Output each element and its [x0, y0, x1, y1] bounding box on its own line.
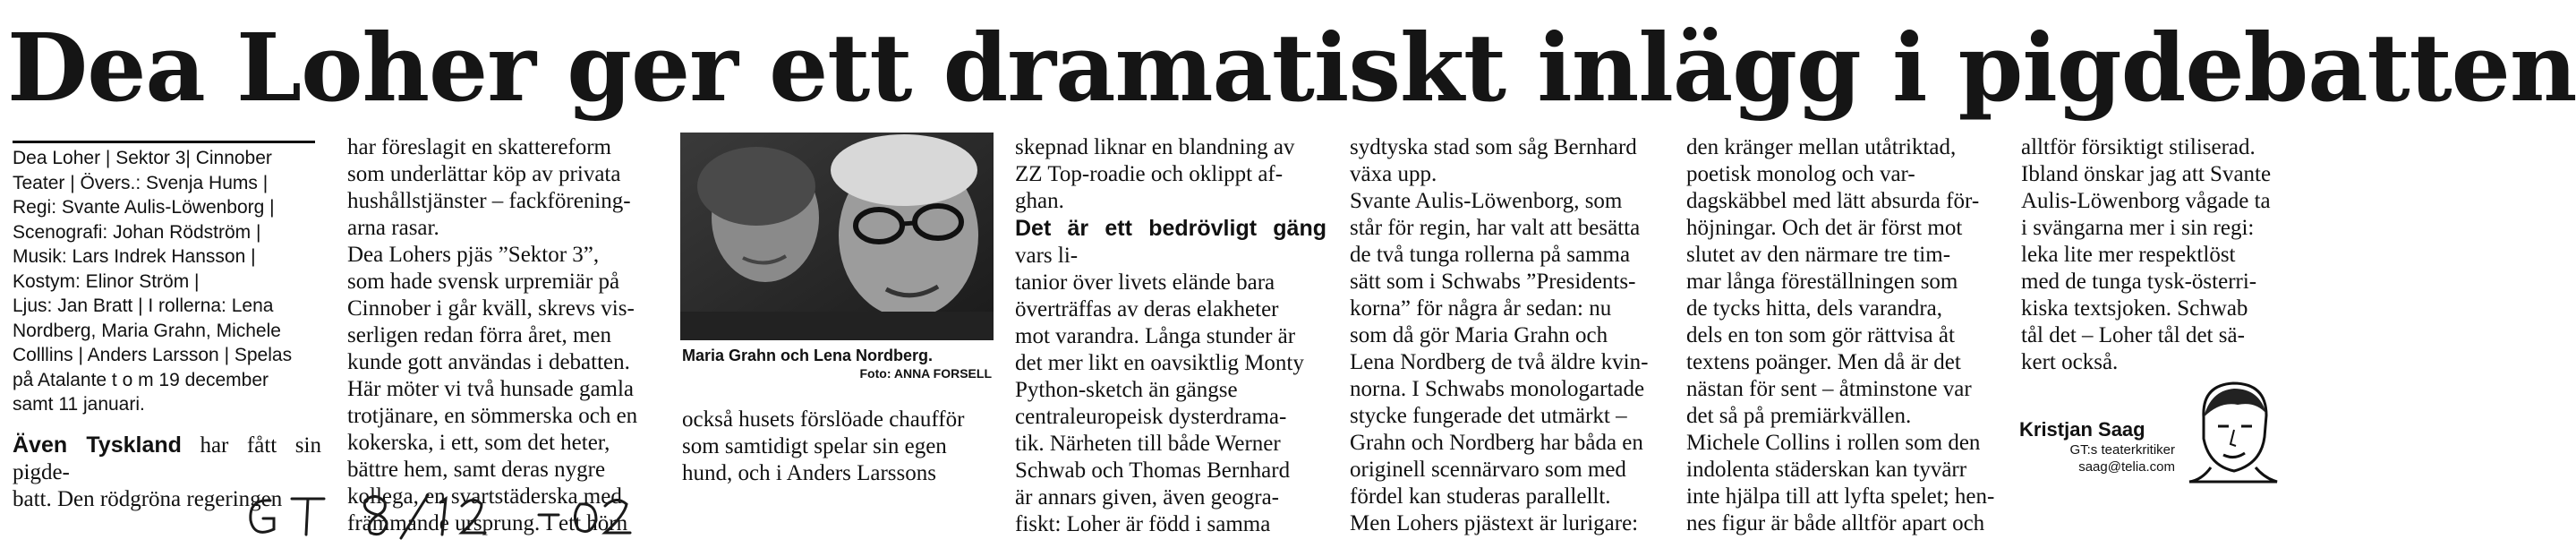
- column-6-text: den kränger mellan utåtriktad, poetisk monolog och var- dagskäbbel med lätt absurda för- höjningar. Och det är först mot slutet av den närmare tre tim- mar långa föreställningen som de tycks hitta, dels varandra, dels en ton som gör rättvisa åt textens poänger. Men då är det nästan för sent – åtminstone var det så på premiärkvällen. Michele Collins i rollen som den indolenta städerskan kan tyvärr inte hjälpa till att lyfta spelet; hen- nes figur är både alltför apart och: [1686, 135, 1995, 535]
- headline: Dea Loher ger ett dramatiskt inlägg i pigdebatten: [7, 13, 2576, 123]
- byline: [2019, 418, 2180, 475]
- byline-name: Kristjan Saag: [2019, 418, 2145, 441]
- column-7-text: alltför försiktigt stiliserad. Ibland önskar jag att Svante Aulis-Löwenborg vågade ta i svängarna mer i sin regi: leka lite mer respektlöst med de tunga tysk-österri- kiska textsjoken. Schwab tål det – Loher tål det sä- kert också.: [2021, 135, 2272, 374]
- column-5-text: sydtyska stad som såg Bernhard växa upp. Svante Aulis-Löwenborg, som står för regin, har valt att besätta de två tunga rollerna på samma sätt som i Schwabs ”Presidents- korna” för några år sedan: nu som då gör Maria Grahn och Lena Nordberg de två äldre kvin- norna. I Schwabs monologartade stycke fungerade det utmärkt – Grahn och Nordberg har båda en originell scennärvaro som med fördel kan studeras parallellt. Men Lohers pjästext är lurigare:: [1350, 135, 1649, 535]
- column-3-text: också husets förslöade chaufför som samtidigt spelar sin egen hund, och i Anders Larssons: [682, 407, 965, 485]
- handwritten-note: [243, 488, 637, 544]
- byline-role: GT:s teaterkritiker: [2069, 442, 2175, 458]
- photo-caption: Maria Grahn och Lena Nordberg.: [682, 347, 934, 364]
- column-4-top: skepnad liknar en blandning av ZZ Top-roadie och oklippt af- ghan.: [1015, 135, 1295, 213]
- column-4-body: vars li- tanior över livets elände bara överträffas av deras elakheter mot varandra. Långa stunder är det mer likt en oavsiktlig Monty Python-sketch än gängse centraleuropeisk dysterdrama- tik. Närheten till både Werner Schwab och Thomas Bernhard är annars given, även geogra- fiskt: Loher är född i samma: [1015, 244, 1304, 536]
- column-4-lead-in: Det är ett bedrövligt gäng: [1015, 216, 1326, 241]
- column-4-text: [1015, 134, 1326, 538]
- critic-portrait: [2184, 374, 2282, 484]
- photo-actresses: [680, 133, 994, 340]
- byline-email: saag@telia.com: [2078, 459, 2175, 475]
- photo-credit: Foto: ANNA FORSELL: [859, 366, 992, 381]
- column-2-text: har föreslagit en skattereform som underlättar köp av privata hushållstjänster – fackförening- arna rasar. Dea Lohers pjäs ”Sektor 3”, som hade svensk urpremiär på Cinnober i går kväll, skrevs vis- serligen redan förra året, men kunde gott användas i debatten. Här möter vi två hunsade gamla trotjänare, en sömmerska och en kokerska, i ett, som det heter, bättre hem, samt deras nygre kollega, en svartstäderska med främmande ursprung. I ett hörn: [347, 135, 638, 535]
- column-1-lead-in: Även Tyskland: [13, 432, 182, 458]
- column-1-body: har fått sin pigde- batt. Den rödgröna regeringen: [13, 433, 321, 511]
- fact-box: Dea Loher | Sektor 3| Cinnober Teater | Övers.: Svenja Hums | Regi: Svante Aulis-Löwenborg | Scenografi: Johan Rödström | Musik: Lars Indrek Hansson | Kostym: Elinor Ström | Ljus: Jan Bratt | I rollerna: Lena Nordberg, Maria Grahn, Michele Colllins | Anders Larsson | Spelas på Atalante t o m 19 december samt 11 januari.: [13, 141, 315, 417]
